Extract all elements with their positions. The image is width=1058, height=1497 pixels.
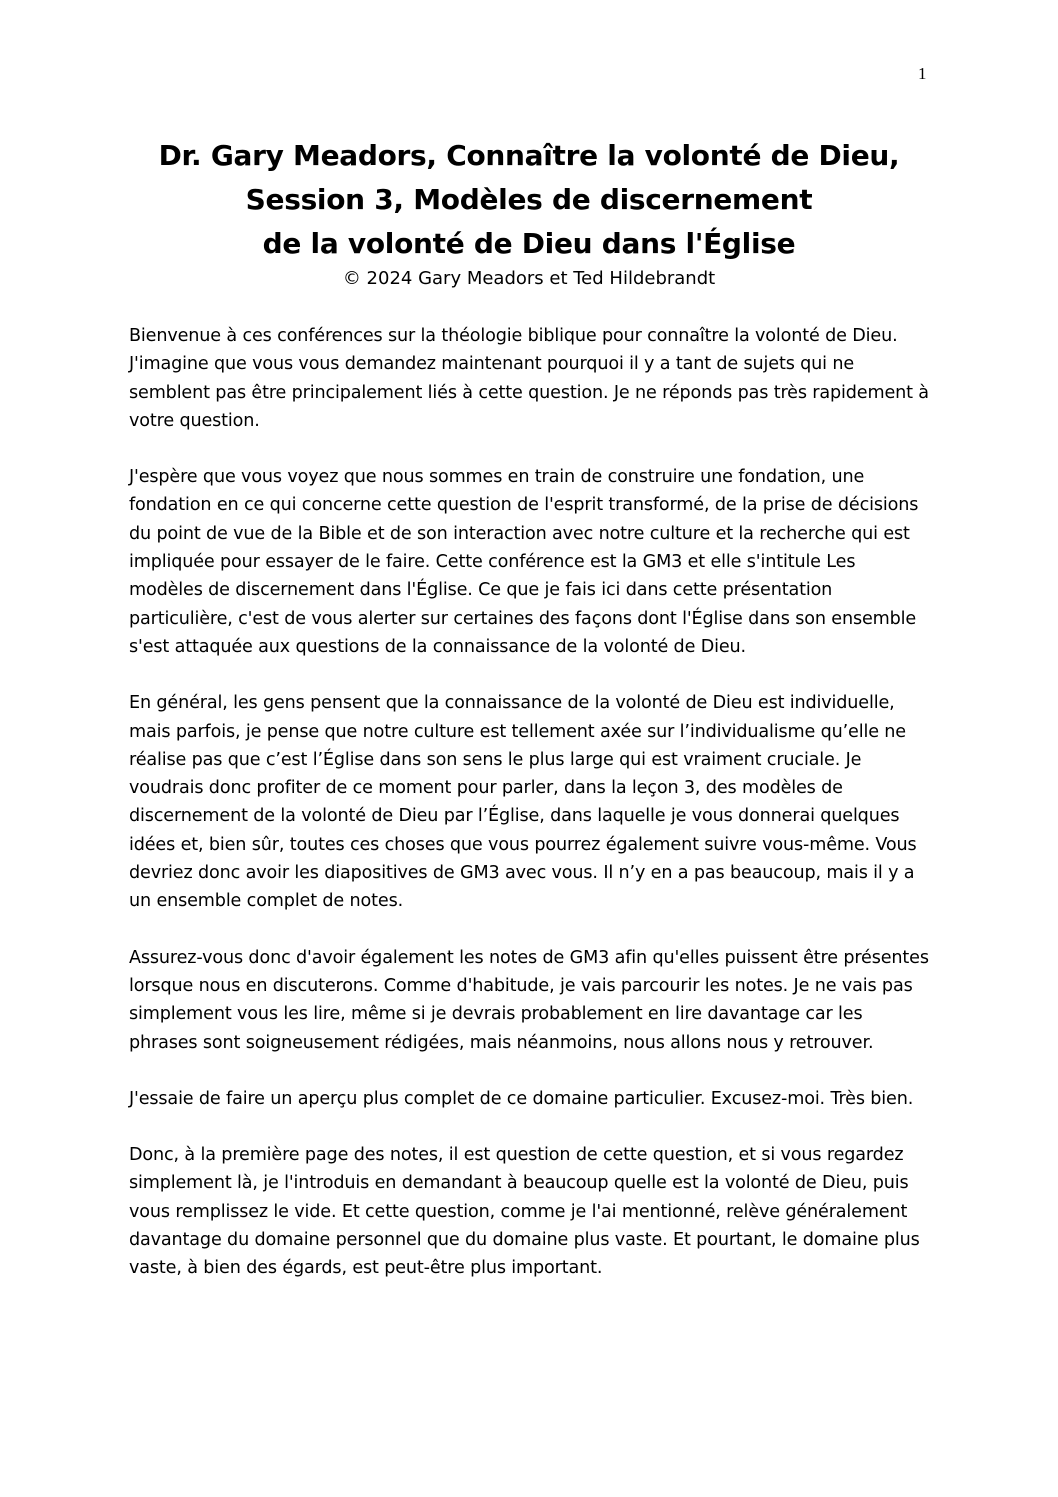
page-number: 1 — [918, 64, 927, 83]
title-line-1: Dr. Gary Meadors, Connaître la volonté de Dieu, — [158, 139, 900, 172]
paragraph-6: Donc, à la première page des notes, il est question de cette question, et si vous regardez simplement là, je l'introduis en demandant à beaucoup quelle est la volonté de Dieu, puis vous remplissez le vide. Et cette question, comme je l'ai mentionné, relève généralement davantage du domaine personnel que du domaine plus vaste. Et pourtant, le domaine plus vaste, à bien des égards, est peut-être plus important. — [129, 1145, 920, 1279]
copyright-notice: © 2024 Gary Meadors et Ted Hildebrandt — [342, 268, 716, 289]
document-header — [100, 134, 958, 292]
paragraph-1: Bienvenue à ces conférences sur la théologie biblique pour connaître la volonté de Dieu. J'imagine que vous vous demandez maintenant pourquoi il y a tant de sujets qui ne semblent pas être principalement liés à cette question. Je ne réponds pas très rapidement à votre question. — [129, 326, 929, 431]
title-line-3: de la volonté de Dieu dans l'Église — [262, 227, 796, 260]
document-body — [129, 322, 929, 1311]
paragraph-5: J'essaie de faire un aperçu plus complet de ce domaine particulier. Excusez-moi. Très bien. — [129, 1088, 914, 1109]
title-line-2: Session 3, Modèles de discernement — [245, 183, 813, 216]
paragraph-4: Assurez-vous donc d'avoir également les notes de GM3 afin qu'elles puissent être présentes lorsque nous en discuterons. Comme d'habitude, je vais parcourir les notes. Je ne vais pas simplement vous les lire, même si je devrais probablement en lire davantage car les phrases sont soigneusement rédigées, mais néanmoins, nous allons nous y retrouver. — [129, 947, 929, 1053]
paragraph-3: En général, les gens pensent que la connaissance de la volonté de Dieu est individuelle, mais parfois, je pense que notre culture est tellement axée sur l’individualisme qu’elle ne réalise pas que c’est l’Église dans son sens le plus large qui est vraiment cruciale. Je voudrais donc profiter de ce moment pour parler, dans la leçon 3, des modèles de discernement de la volonté de Dieu par l’Église, dans laquelle je vous donnerai quelques idées et, bien sûr, toutes ces choses que vous pourrez également suivre vous-même. Vous devriez donc avoir les diapositives de GM3 avec vous. Il n’y en a pas beaucoup, mais il y a un ensemble complet de notes. — [129, 693, 917, 912]
paragraph-2: J'espère que vous voyez que nous sommes en train de construire une fondation, une fondation en ce qui concerne cette question de l'esprit transformé, de la prise de décisions du point de vue de la Bible et de son interaction avec notre culture et la recherche qui est impliquée pour essayer de le faire. Cette conférence est la GM3 et elle s'intitule Les modèles de discernement dans l'Église. Ce que je fais ici dans cette présentation particulière, c'est de vous alerter sur certaines des façons dont l'Église dans son ensemble s'est attaquée aux questions de la connaissance de la volonté de Dieu. — [129, 467, 919, 657]
